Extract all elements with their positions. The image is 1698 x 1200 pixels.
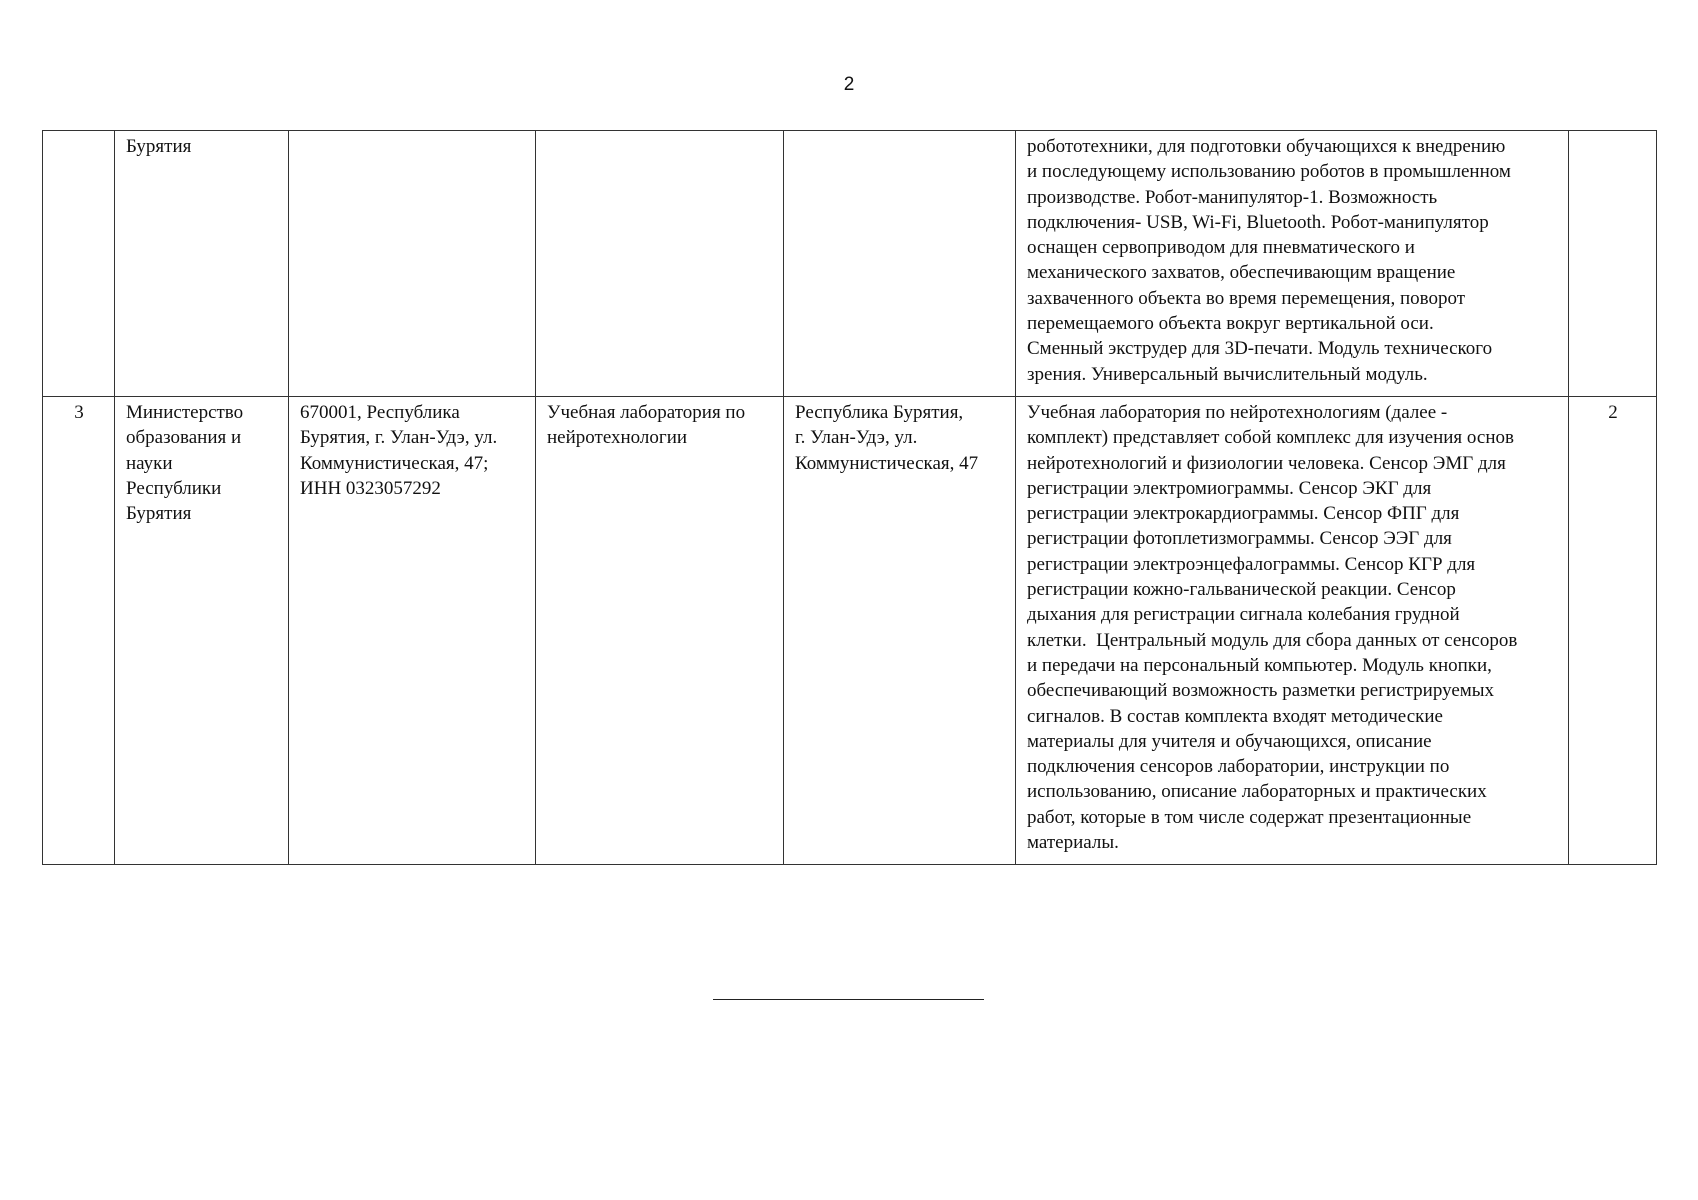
equipment-cell [536, 131, 784, 397]
description-line: материалы. [1027, 832, 1119, 854]
address-cell [289, 131, 536, 397]
address-line: ИНН 0323057292 [300, 477, 441, 499]
organization-line: Бурятия [126, 503, 192, 525]
description-line: комплект) представляет собой комплекс для изучения основ [1027, 427, 1514, 449]
page-number: 2 [843, 74, 855, 95]
location-line: Республика Бурятия, [795, 401, 964, 423]
row-number-cell [43, 396, 115, 864]
row-number-cell [43, 131, 115, 397]
organization-line: Бурятия [126, 136, 192, 157]
description-cell [1016, 131, 1569, 397]
organization-line: науки [126, 452, 173, 474]
description-line: механического захватов, обеспечивающим вращение [1027, 262, 1456, 284]
equipment-line: нейротехнологии [547, 427, 688, 449]
description-line: работ, которые в том числе содержат презентационные [1027, 806, 1472, 828]
description-line: оснащен сервоприводом для пневматического и [1027, 237, 1415, 259]
table-row [43, 131, 1657, 397]
table-row [43, 396, 1657, 864]
location-line: Коммунистическая, 47 [795, 452, 979, 474]
description-line: подключения- USB, Wi-Fi, Bluetooth. Робот-манипулятор [1027, 211, 1489, 233]
description-line: регистрации кожно-гальванической реакции. Сенсор [1027, 579, 1456, 601]
location-line: г. Улан-Удэ, ул. [795, 427, 918, 449]
description-line: клетки. Центральный модуль для сбора данных от сенсоров [1027, 629, 1518, 651]
end-of-document-rule [713, 999, 984, 1000]
organization-line: образования и [126, 427, 242, 449]
description-line: производстве. Робот-манипулятор-1. Возможность [1027, 186, 1438, 208]
table-body [43, 131, 1657, 865]
description-line: регистрации электроэнцефалограммы. Сенсор КГР для [1027, 553, 1476, 575]
description-line: захваченного объекта во время перемещения, поворот [1027, 287, 1466, 309]
quantity-cell [1569, 396, 1657, 864]
description-line: и последующему использованию роботов в промышленном [1027, 161, 1511, 183]
description-cell [1016, 396, 1569, 864]
description-line: использованию, описание лабораторных и практических [1027, 781, 1487, 803]
description-line: робототехники, для подготовки обучающихся к внедрению [1027, 136, 1506, 157]
equipment-line: Учебная лаборатория по [547, 401, 746, 423]
equipment-table [42, 130, 1657, 865]
description-line: сигналов. В состав комплекта входят методические [1027, 705, 1443, 727]
organization-cell [115, 396, 289, 864]
description-line: материалы для учителя и обучающихся, описание [1027, 730, 1432, 752]
quantity-value: 2 [1608, 401, 1618, 423]
description-line: регистрации фотоплетизмограммы. Сенсор ЭЭГ для [1027, 528, 1452, 550]
address-line: 670001, Республика [300, 401, 460, 423]
organization-line: Республики [126, 477, 222, 499]
description-line: дыхания для регистрации сигнала колебания грудной [1027, 604, 1460, 626]
location-cell [784, 396, 1016, 864]
description-line: Учебная лаборатория по нейротехнологиям (далее - [1027, 401, 1448, 423]
equipment-cell [536, 396, 784, 864]
quantity-cell [1569, 131, 1657, 397]
organization-cell [115, 131, 289, 397]
organization-line: Министерство [126, 401, 244, 423]
description-line: регистрации электрокардиограммы. Сенсор ФПГ для [1027, 503, 1460, 525]
location-cell [784, 131, 1016, 397]
address-line: Коммунистическая, 47; [300, 452, 489, 474]
description-line: перемещаемого объекта вокруг вертикальной оси. [1027, 313, 1434, 335]
row-number: 3 [74, 401, 84, 423]
description-line: Сменный экструдер для 3D-печати. Модуль технического [1027, 338, 1493, 360]
description-line: нейротехнологий и физиологии человека. Сенсор ЭМГ для [1027, 452, 1506, 474]
description-line: зрения. Универсальный вычислительный модуль. [1027, 363, 1428, 385]
description-line: обеспечивающий возможность разметки регистрируемых [1027, 680, 1495, 702]
description-line: регистрации электромиограммы. Сенсор ЭКГ для [1027, 477, 1432, 499]
description-line: и передачи на персональный компьютер. Модуль кнопки, [1027, 654, 1492, 676]
address-cell [289, 396, 536, 864]
description-line: подключения сенсоров лаборатории, инструкции по [1027, 756, 1450, 778]
address-line: Бурятия, г. Улан-Удэ, ул. [300, 427, 498, 449]
